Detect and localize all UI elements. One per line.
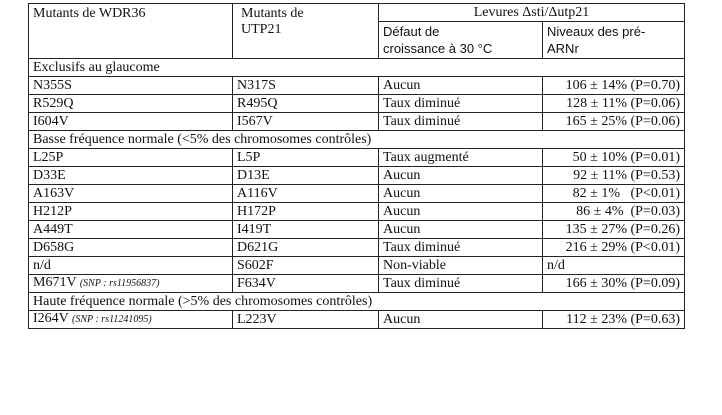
cell-utp21: S602F <box>233 257 379 275</box>
table-row <box>29 203 685 221</box>
cell-defaut: Taux diminué <box>379 275 543 293</box>
cell-wdr36 <box>29 95 233 113</box>
cell-defaut: Aucun <box>379 167 543 185</box>
section-row <box>29 59 685 77</box>
table-row <box>29 239 685 257</box>
cell-niveau: 92 ± 11% (P=0.53) <box>543 167 685 185</box>
cell-wdr36 <box>29 311 233 329</box>
header-defaut <box>379 22 543 59</box>
section-title: Haute fréquence normale (>5% des chromosomes contrôles) <box>29 293 685 311</box>
table-row <box>29 77 685 95</box>
cell-defaut: Taux diminué <box>379 113 543 131</box>
cell-defaut: Taux diminué <box>379 95 543 113</box>
table-row <box>29 185 685 203</box>
wdr36-value: M671V <box>33 275 77 290</box>
cell-defaut: Taux diminué <box>379 239 543 257</box>
cell-defaut: Non-viable <box>379 257 543 275</box>
cell-wdr36 <box>29 221 233 239</box>
cell-defaut: Aucun <box>379 77 543 95</box>
table-row <box>29 311 685 329</box>
cell-utp21: R495Q <box>233 95 379 113</box>
cell-utp21: H172P <box>233 203 379 221</box>
wdr36-value: N355S <box>33 77 72 93</box>
cell-niveau: 106 ± 14% (P=0.70) <box>543 77 685 95</box>
cell-wdr36 <box>29 275 233 293</box>
cell-niveau: n/d <box>543 257 685 275</box>
table-row <box>29 113 685 131</box>
wdr36-value: D33E <box>33 167 66 183</box>
header-utp21-line1: Mutants de <box>241 6 304 21</box>
wdr36-value: D658G <box>33 239 75 255</box>
cell-defaut: Aucun <box>379 185 543 203</box>
cell-utp21: D13E <box>233 167 379 185</box>
table-row <box>29 167 685 185</box>
header-levures-label: Levures Δsti/Δutp21 <box>473 4 590 20</box>
cell-defaut: Aucun <box>379 221 543 239</box>
cell-utp21: I567V <box>233 113 379 131</box>
cell-niveau: 112 ± 23% (P=0.63) <box>543 311 685 329</box>
cell-utp21: N317S <box>233 77 379 95</box>
cell-niveau: 50 ± 10% (P=0.01) <box>543 149 685 167</box>
cell-utp21: L5P <box>233 149 379 167</box>
cell-utp21: A116V <box>233 185 379 203</box>
cell-niveau: 128 ± 11% (P=0.06) <box>543 95 685 113</box>
cell-defaut: Aucun <box>379 311 543 329</box>
table-row <box>29 275 685 293</box>
cell-wdr36 <box>29 167 233 185</box>
wdr36-value: A163V <box>33 185 75 201</box>
cell-defaut: Taux augmenté <box>379 149 543 167</box>
cell-wdr36 <box>29 239 233 257</box>
header-defaut-line2: croissance à 30 °C <box>383 41 493 56</box>
cell-niveau: 135 ± 27% (P=0.26) <box>543 221 685 239</box>
header-wdr36 <box>29 4 233 59</box>
table-row <box>29 257 685 275</box>
header-row-1 <box>29 4 685 22</box>
cell-defaut: Aucun <box>379 203 543 221</box>
cell-wdr36 <box>29 257 233 275</box>
table-row <box>29 221 685 239</box>
cell-utp21: I419T <box>233 221 379 239</box>
snp-annotation: (SNP : rs11241095) <box>72 314 152 325</box>
cell-wdr36 <box>29 149 233 167</box>
section-row <box>29 293 685 311</box>
section-title: Basse fréquence normale (<5% des chromosomes contrôles) <box>29 131 685 149</box>
cell-wdr36 <box>29 113 233 131</box>
header-niveaux-line2: ARNr <box>547 41 579 56</box>
wdr36-value: n/d <box>33 257 51 273</box>
wdr36-value: A449T <box>33 221 73 237</box>
header-utp21 <box>233 4 379 59</box>
wdr36-value: I264V <box>33 311 69 326</box>
table-row <box>29 95 685 113</box>
header-niveaux <box>543 22 685 59</box>
cell-wdr36 <box>29 185 233 203</box>
wdr36-value: L25P <box>33 149 64 165</box>
header-defaut-line1: Défaut de <box>383 24 440 39</box>
header-utp21-line2: UTP21 <box>241 22 282 37</box>
mutants-table <box>28 3 685 329</box>
cell-niveau: 82 ± 1% (P<0.01) <box>543 185 685 203</box>
header-levures-group <box>379 4 685 22</box>
snp-annotation: (SNP : rs11956837) <box>79 278 160 289</box>
table-row <box>29 149 685 167</box>
cell-utp21: L223V <box>233 311 379 329</box>
cell-niveau: 166 ± 30% (P=0.09) <box>543 275 685 293</box>
header-niveaux-line1: Niveaux des pré- <box>547 24 646 39</box>
cell-utp21: D621G <box>233 239 379 257</box>
cell-niveau: 86 ± 4% (P=0.03) <box>543 203 685 221</box>
wdr36-value: H212P <box>33 203 72 219</box>
wdr36-value: I604V <box>33 113 69 129</box>
cell-niveau: 216 ± 29% (P<0.01) <box>543 239 685 257</box>
cell-utp21: F634V <box>233 275 379 293</box>
section-title: Exclusifs au glaucome <box>29 59 685 77</box>
cell-wdr36 <box>29 203 233 221</box>
cell-niveau: 165 ± 25% (P=0.06) <box>543 113 685 131</box>
cell-wdr36 <box>29 77 233 95</box>
header-wdr36-label: Mutants de WDR36 <box>33 6 146 21</box>
wdr36-value: R529Q <box>33 95 74 111</box>
section-row <box>29 131 685 149</box>
